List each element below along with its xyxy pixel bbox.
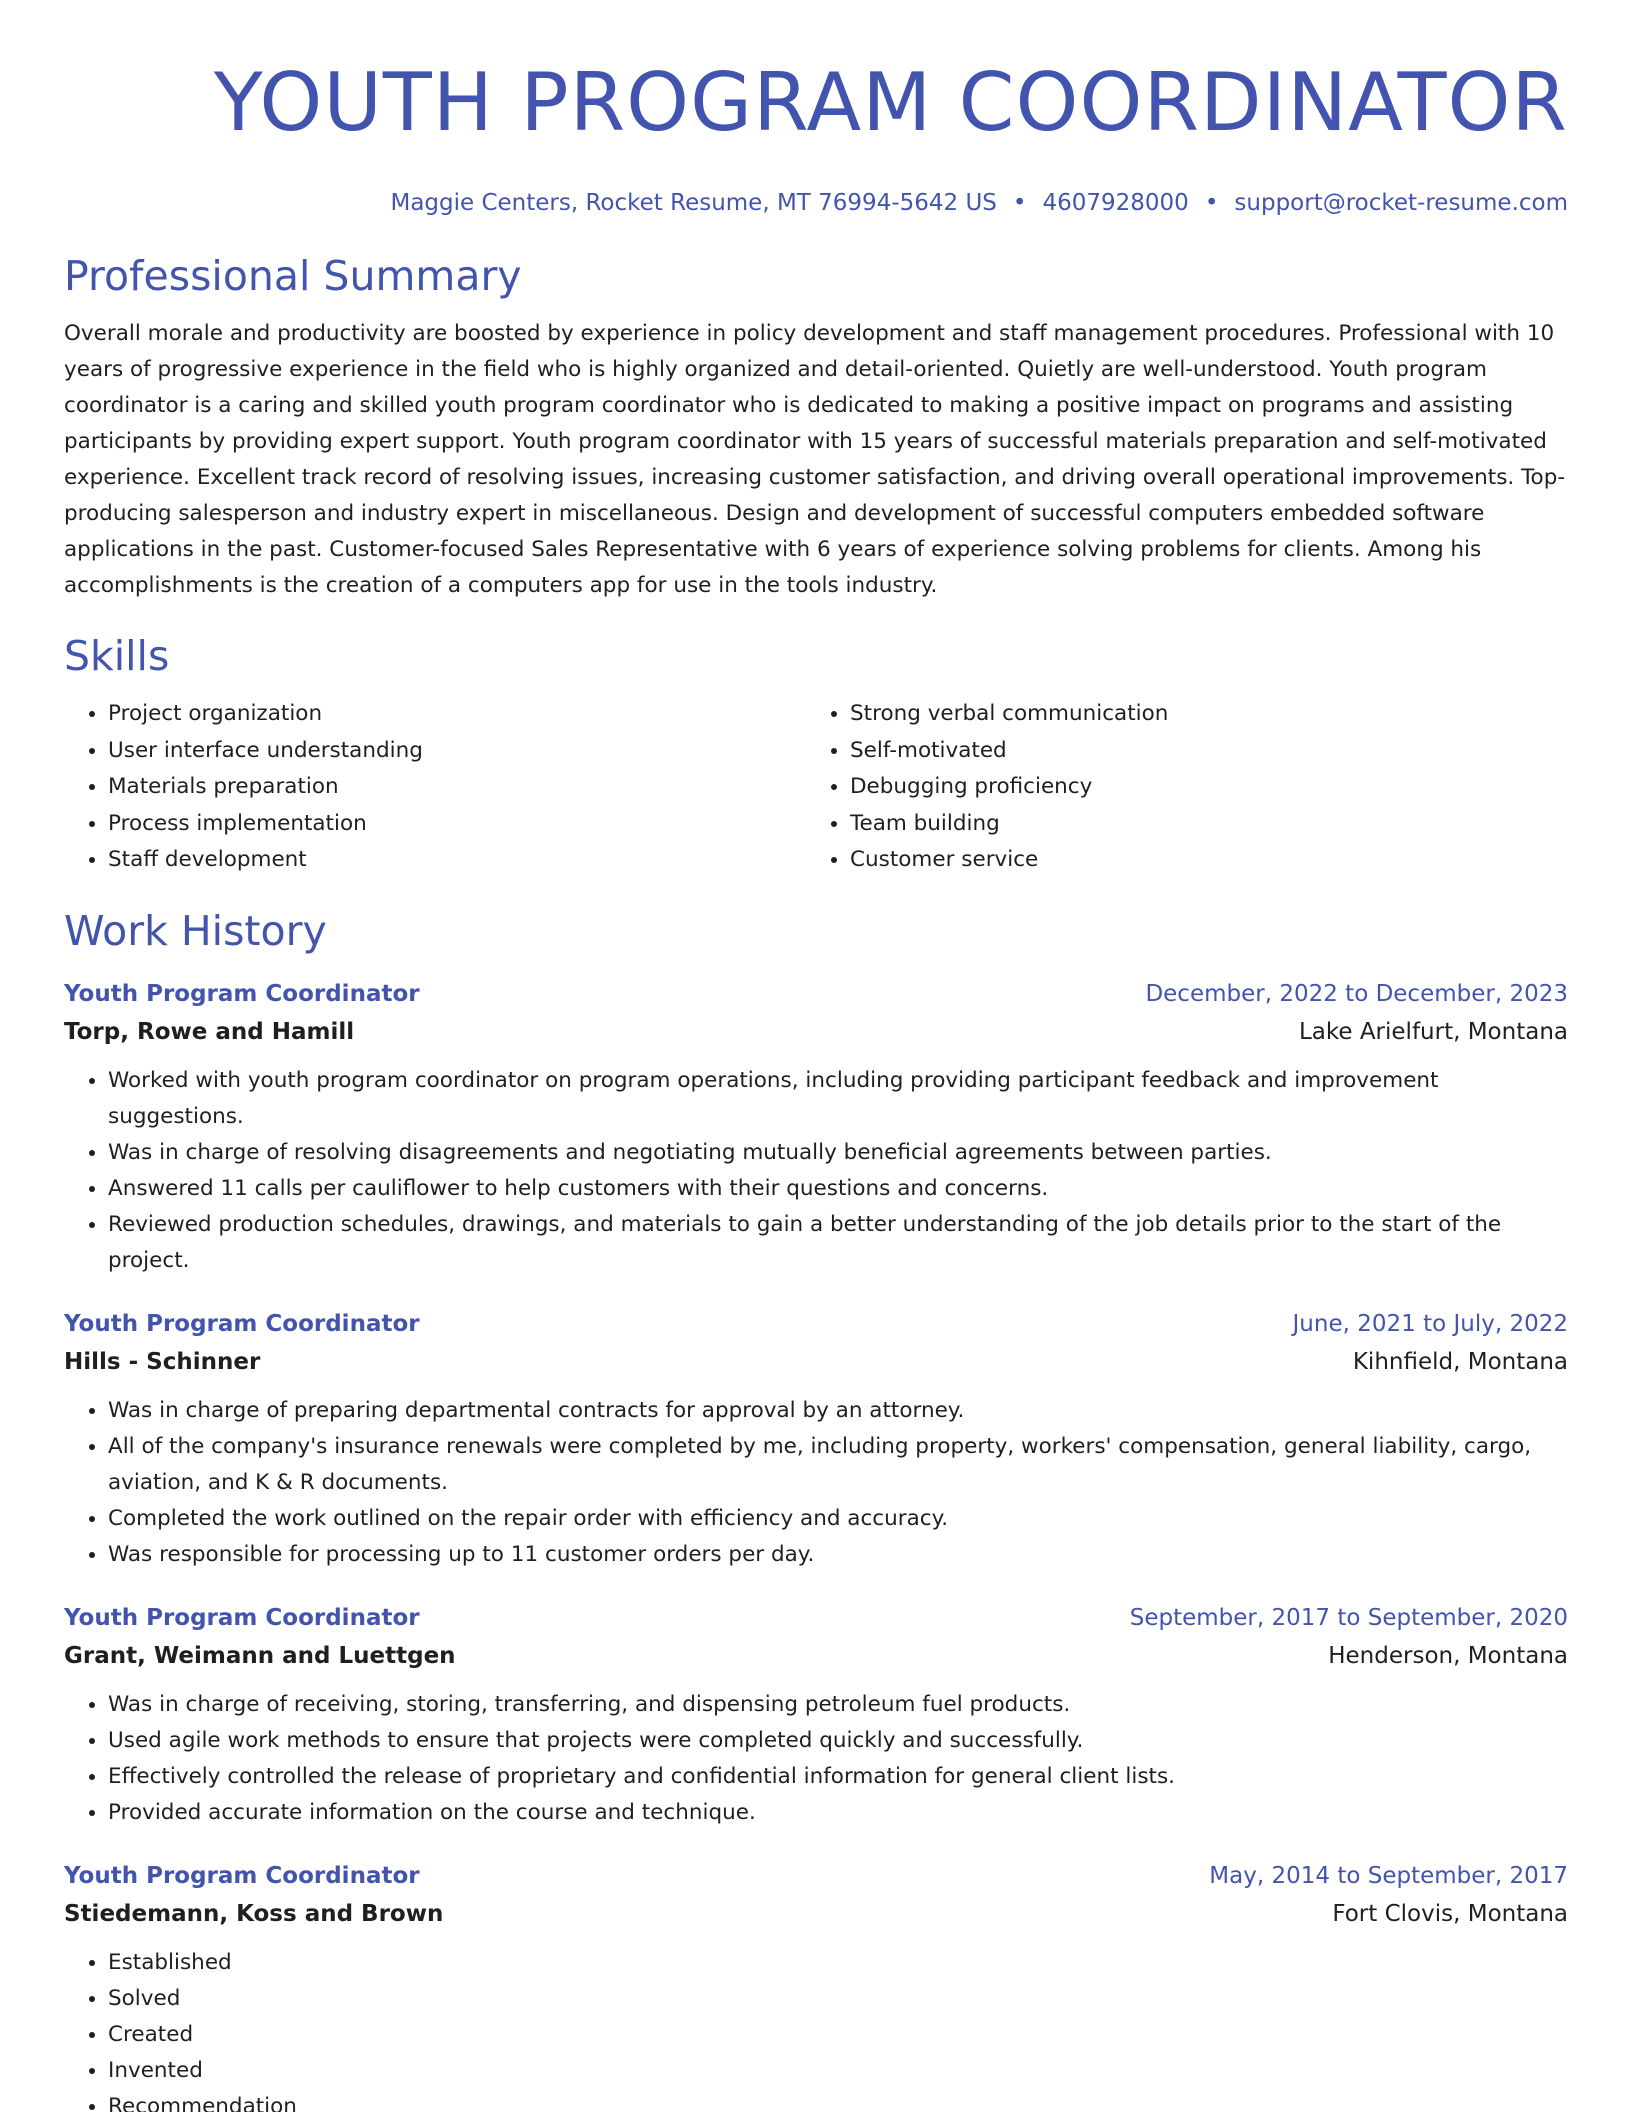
skill-item: • Self-motivated — [850, 733, 1548, 770]
job-title: Youth Program Coordinator — [64, 980, 420, 1007]
job-bullet: • All of the company's insurance renewals were completed by me, including property, workers' compensation, general liability, cargo, aviation, and K & R documents. — [108, 1429, 1568, 1501]
job-dates: September, 2017 to September, 2020 — [1129, 1604, 1568, 1631]
job-company: Stiedemann, Koss and Brown — [64, 1900, 444, 1927]
resume-header — [64, 48, 1568, 218]
job-bullets — [64, 1687, 1568, 1831]
job-entry — [64, 1599, 1568, 1831]
contact-address: Maggie Centers, Rocket Resume, MT 76994-5642 US — [390, 190, 997, 216]
job-bullets — [64, 1945, 1568, 2112]
job-location: Kihnfield, Montana — [1352, 1348, 1568, 1375]
job-bullet: • Completed the work outlined on the repair order with efficiency and accuracy. — [108, 1501, 1568, 1537]
page-title: YOUTH PROGRAM COORDINATOR — [213, 56, 1568, 149]
job-title-row — [64, 975, 1568, 1013]
skill-item: • Materials preparation — [108, 769, 806, 806]
skills-column-right — [806, 696, 1548, 879]
job-bullet: • Was in charge of receiving, storing, transferring, and dispensing petroleum fuel products. — [108, 1687, 1568, 1723]
job-title: Youth Program Coordinator — [64, 1310, 420, 1337]
job-dates: December, 2022 to December, 2023 — [1145, 980, 1568, 1007]
job-entry — [64, 1857, 1568, 2112]
job-bullet: • Was in charge of resolving disagreements and negotiating mutually beneficial agreements between parties. — [108, 1135, 1568, 1171]
skill-item: • Project organization — [108, 696, 806, 733]
job-company-row — [64, 1637, 1568, 1675]
job-bullet: • Was responsible for processing up to 11 customer orders per day. — [108, 1537, 1568, 1573]
job-location: Henderson, Montana — [1328, 1642, 1568, 1669]
contact-separator: • — [1012, 190, 1027, 216]
contact-separator: • — [1204, 190, 1219, 216]
skills-column-left — [64, 696, 806, 879]
job-dates: June, 2021 to July, 2022 — [1292, 1310, 1568, 1337]
job-bullet: • Provided accurate information on the course and technique. — [108, 1795, 1568, 1831]
skill-item: • Debugging proficiency — [850, 769, 1548, 806]
job-location: Lake Arielfurt, Montana — [1298, 1018, 1568, 1045]
skill-item: • Process implementation — [108, 806, 806, 843]
job-title-row — [64, 1599, 1568, 1637]
job-title: Youth Program Coordinator — [64, 1604, 420, 1631]
job-bullet: • Answered 11 calls per cauliflower to help customers with their questions and concerns. — [108, 1171, 1568, 1207]
skill-item: • Customer service — [850, 842, 1548, 879]
contact-line — [64, 188, 1568, 218]
job-entry — [64, 1305, 1568, 1573]
job-bullets — [64, 1063, 1568, 1279]
job-company: Grant, Weimann and Luettgen — [64, 1642, 456, 1669]
job-bullet: • Solved — [108, 1981, 1568, 2017]
job-bullet: • Recommendation — [108, 2089, 1568, 2112]
job-company: Hills - Schinner — [64, 1348, 261, 1375]
job-company-row — [64, 1895, 1568, 1933]
job-bullet: • Created — [108, 2017, 1568, 2053]
job-bullets — [64, 1393, 1568, 1573]
job-dates: May, 2014 to September, 2017 — [1209, 1862, 1568, 1889]
job-bullet: • Was in charge of preparing departmental contracts for approval by an attorney. — [108, 1393, 1568, 1429]
job-bullet: • Invented — [108, 2053, 1568, 2089]
job-entry — [64, 975, 1568, 1279]
job-bullet: • Reviewed production schedules, drawings, and materials to gain a better understanding of the job details prior to the start of the project. — [108, 1207, 1568, 1279]
work-history-heading: Work History — [64, 906, 327, 955]
skill-item: • Staff development — [108, 842, 806, 879]
job-company: Torp, Rowe and Hamill — [64, 1018, 355, 1045]
job-bullet: • Effectively controlled the release of proprietary and confidential information for general client lists. — [108, 1759, 1568, 1795]
skill-item: • User interface understanding — [108, 733, 806, 770]
contact-email: support@rocket-resume.com — [1234, 190, 1568, 216]
summary-text: Overall morale and productivity are boosted by experience in policy development and staff management procedures. Professional with 10 years of progressive experience in the field who is highly organized and detail-oriented. Quietly are well-understood. Youth program coordinator is a caring and skilled youth program coordinator who is dedicated to making a positive impact on programs and assisting participants by providing expert support. Youth program coordinator with 15 years of successful materials preparation and self-motivated experience. Excellent track record of resolving issues, increasing customer satisfaction, and driving overall operational improvements. Top-producing salesperson and industry expert in miscellaneous. Design and development of successful computers embedded software applications in the past. Customer-focused Sales Representative with 6 years of experience solving problems for clients. Among his accomplishments is the creation of a computers app for use in the tools industry. — [64, 321, 1566, 598]
job-location: Fort Clovis, Montana — [1332, 1900, 1568, 1927]
job-title-row — [64, 1857, 1568, 1895]
job-company-row — [64, 1013, 1568, 1051]
job-title: Youth Program Coordinator — [64, 1862, 420, 1889]
job-title-row — [64, 1305, 1568, 1343]
job-bullet: • Used agile work methods to ensure that projects were completed quickly and successfully. — [108, 1723, 1568, 1759]
job-bullet: • Established — [108, 1945, 1568, 1981]
job-bullet: • Worked with youth program coordinator on program operations, including providing participant feedback and improvement suggestions. — [108, 1063, 1568, 1135]
contact-phone: 4607928000 — [1042, 190, 1189, 216]
skills-heading: Skills — [64, 632, 170, 680]
summary-heading: Professional Summary — [64, 252, 522, 300]
skill-item: • Strong verbal communication — [850, 696, 1548, 733]
skill-item: • Team building — [850, 806, 1548, 843]
job-company-row — [64, 1343, 1568, 1381]
skills-list — [64, 696, 1568, 879]
